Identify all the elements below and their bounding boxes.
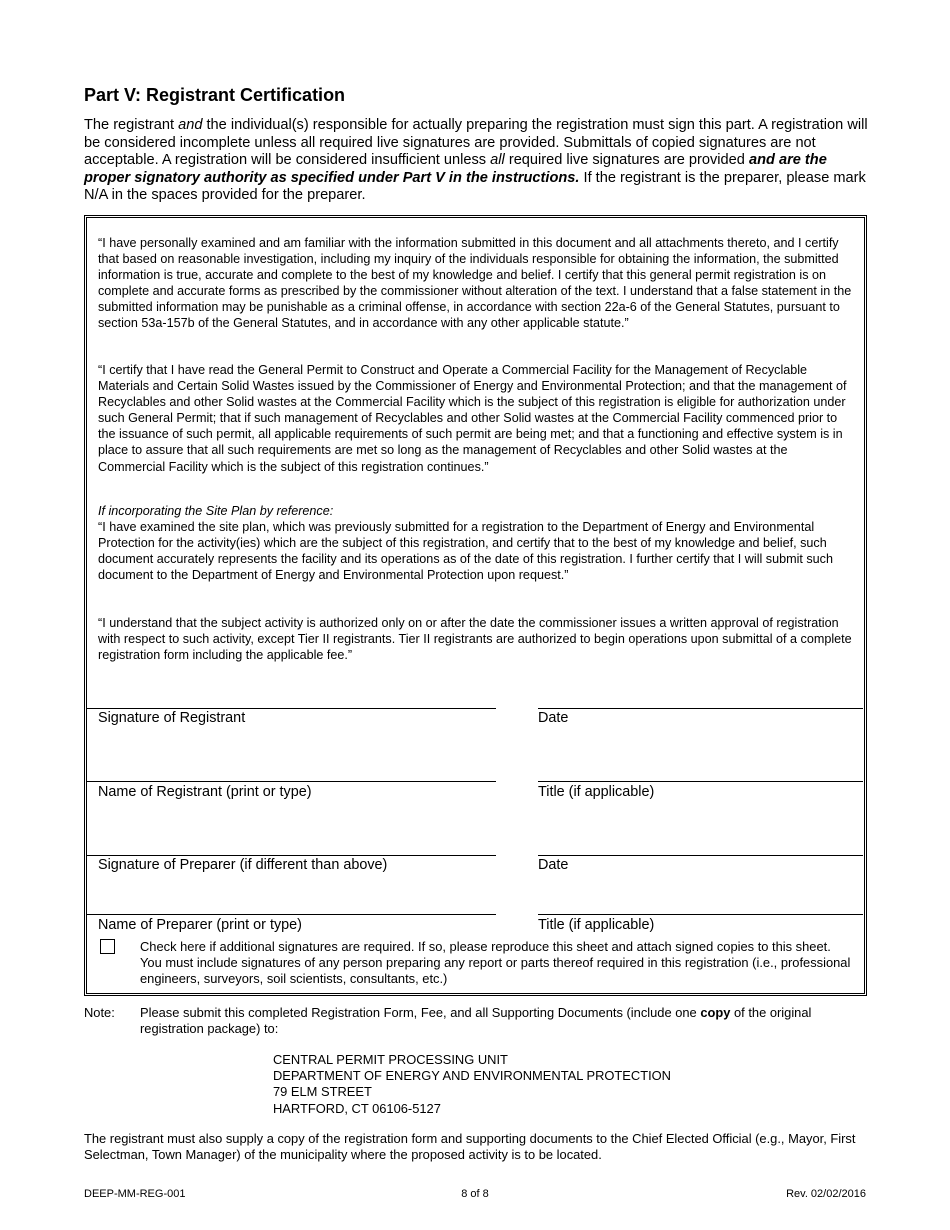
title-registrant-label: Title (if applicable) xyxy=(538,784,655,800)
intro-paragraph xyxy=(84,117,874,205)
address-line: HARTFORD, CT 06106-5127 xyxy=(273,1100,441,1116)
name-registrant-label: Name of Registrant (print or type) xyxy=(98,784,312,800)
intro-text: the individual(s) responsible for actually preparing the registration must sign this part. A registration will be considered incomplete unless all required live signatures are provided. Submittals of copied signatures are not acceptable. A registration will be considered insufficient unless xyxy=(84,117,868,169)
title-preparer-line[interactable] xyxy=(538,914,863,915)
intro-emphasis-and: and xyxy=(178,117,203,133)
note-text-part: Please submit this completed Registration Form, Fee, and all Supporting Documents (include one xyxy=(140,1005,701,1020)
footer-revision: Rev. 02/02/2016 xyxy=(786,1188,866,1200)
mailing-address xyxy=(273,1052,671,1117)
note-text xyxy=(140,1005,860,1037)
signature-preparer-line[interactable] xyxy=(86,855,496,856)
signature-preparer-label: Signature of Preparer (if different than above) xyxy=(98,857,388,873)
address-line: 79 ELM STREET xyxy=(273,1084,372,1100)
intro-text: If the registrant is the preparer, please mark N/A in the spaces provided for the preparer. xyxy=(84,169,866,204)
certification-box xyxy=(84,215,867,996)
certification-statement-4 xyxy=(98,615,858,663)
name-registrant-line[interactable] xyxy=(86,781,496,782)
title-preparer-label: Title (if applicable) xyxy=(538,917,655,933)
certification-statement-2 xyxy=(98,362,858,475)
name-preparer-label: Name of Preparer (print or type) xyxy=(98,917,302,933)
certification-text: “I have personally examined and am familiar with the information submitted in this document and all attachments thereto, and I certify that based on reasonable investigation, including my inquiry of the individuals responsible for obtaining the information, the submitted information is true, accurate and complete to the best of my knowledge and belief. I certify that this general permit registration is on complete and accurate forms as prescribed by the commissioner without alteration of the text. I understand that a false statement in the submitted information may be punishable as a criminal offense, in accordance with section 22a-6 of the General Statutes, pursuant to section 53a-157b of the General Statutes, and in accordance with any other applicable statute.” xyxy=(98,236,852,331)
site-plan-heading: If incorporating the Site Plan by reference: xyxy=(98,504,334,518)
note-text-part: of the original registration package) to: xyxy=(140,1005,812,1037)
certification-text: “I understand that the subject activity is authorized only on or after the date the commissioner issues a written approval of registration with respect to such activity, except Tier II registrants. Tier II registrants are authorized to begin operations upon submittal of a complete registration form including the applicable fee.” xyxy=(98,616,852,663)
signature-registrant-line[interactable] xyxy=(86,708,496,709)
certification-statement-3 xyxy=(98,503,858,583)
address-line: CENTRAL PERMIT PROCESSING UNIT xyxy=(273,1052,508,1067)
date-registrant-line[interactable] xyxy=(538,708,863,709)
name-preparer-line[interactable] xyxy=(86,914,496,915)
date-preparer-label: Date xyxy=(538,857,569,873)
page-title: Part V: Registrant Certification xyxy=(84,85,346,105)
title-registrant-line[interactable] xyxy=(538,781,863,782)
certification-statement-1 xyxy=(98,235,858,332)
note-copy-emphasis: copy xyxy=(700,1005,731,1020)
intro-emphasis-all: all xyxy=(490,152,505,169)
certification-text: “I have examined the site plan, which was previously submitted for a registration to the Department of Energy and Environmental Protection for the activity(ies) which are the subject of this registration, and certify that to the best of my knowledge and belief, such document accurately represents the facility and its operations as of the date of this registration. I further certify that I will submit such document to the Department of Energy and Environmental Protection upon request.” xyxy=(98,520,833,583)
intro-text: The registrant xyxy=(84,117,179,133)
footer-page-number: 8 of 8 xyxy=(461,1188,489,1200)
closing-paragraph: The registrant must also supply a copy of the registration form and supporting documents to the Chief Elected Official (e.g., Mayor, First Selectman, Town Manager) of the municipality where the proposed activity is to be located. xyxy=(84,1131,856,1163)
note-label: Note: xyxy=(84,1005,115,1020)
signature-registrant-label: Signature of Registrant xyxy=(98,710,246,726)
date-registrant-label: Date xyxy=(538,710,569,726)
additional-signatures-text: Check here if additional signatures are required. If so, please reproduce this sheet and attach signed copies to this sheet. You must include signatures of any person preparing any report or parts thereof required in this registration (i.e., professional engineers, surveyors, soil scientists, consultants, etc.) xyxy=(140,939,851,987)
additional-signatures-checkbox[interactable] xyxy=(100,939,115,954)
footer-form-id: DEEP-MM-REG-001 xyxy=(84,1188,186,1200)
intro-text: required live signatures are provided xyxy=(504,152,749,169)
certification-text: “I certify that I have read the General Permit to Construct and Operate a Commercial Facility for the Management of Recyclable Materials and Certain Solid Wastes issued by the Commissioner of Energy and Environmental Protection; and that the management of Recyclables and other Solid wastes at the Commercial Facility which is the subject of this registration is eligible for authorization under such General Permit; that if such management of Recyclables and other Solid wastes at the Commercial Facility commenced prior to the issuance of such permit, all applicable requirements of such permit are being met; and that a functioning and effective system is in place to assure that all such requirements are met so long as the management of Recyclables and other Solid wastes at the Commercial Facility which is the subject of this registration continues.” xyxy=(98,363,847,474)
address-line: DEPARTMENT OF ENERGY AND ENVIRONMENTAL PROTECTION xyxy=(273,1068,671,1084)
intro-emphasis-signatory: and are the proper signatory authority as specified under Part V in the instructions. xyxy=(84,152,827,186)
date-preparer-line[interactable] xyxy=(538,855,863,856)
